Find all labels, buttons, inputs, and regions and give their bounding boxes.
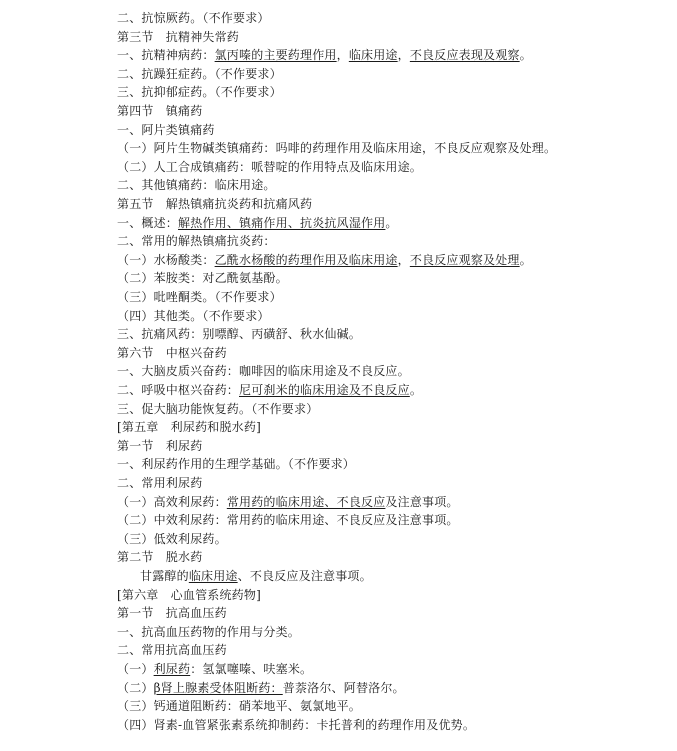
text-line: [117, 548, 202, 566]
line-text: （一）高效利尿药：: [117, 494, 227, 509]
line-text: 。: [385, 215, 398, 230]
text-line: [117, 493, 459, 511]
line-text: 。: [409, 383, 423, 397]
line-text: （一）阿片生物碱类镇痛药：吗啡的药理作用及临床用途，不良反应观察及处理。: [117, 141, 557, 156]
line-text: ，: [397, 252, 410, 267]
line-text: 一、概述：: [117, 215, 179, 230]
text-line: [117, 83, 282, 101]
text-line: [117, 195, 312, 213]
line-text: ，: [336, 48, 349, 63]
text-line: [117, 437, 202, 455]
text-line: [117, 530, 227, 548]
line-text: 三、抗痛风药：别嘌醇、丙磺舒、秋水仙碱。: [117, 327, 362, 342]
text-line: [117, 400, 318, 418]
line-text: 一、抗高血压药物的作用与分类。: [117, 624, 301, 639]
line-text: 第一节 抗高血压药: [117, 606, 227, 621]
line-text: （二）: [117, 680, 154, 695]
line-text: 三、抗抑郁症药。（不作要求）: [117, 85, 282, 100]
line-text: （四）其他类。（不作要求）: [117, 308, 270, 323]
text-line: [117, 381, 422, 399]
line-text: 。: [519, 48, 532, 63]
text-line: [117, 474, 202, 492]
line-text: （二）苯胺类：对乙酰氨基酚。: [117, 271, 288, 286]
text-line: [117, 344, 227, 362]
line-text: [第六章 心血管系统药物]: [117, 587, 261, 602]
text-line: [117, 511, 459, 529]
line-text: 二、其他镇痛药：临床用途。: [117, 178, 276, 193]
text-line: [117, 176, 276, 194]
text-line: [117, 139, 556, 157]
line-text: （四）肾素-血管紧张素系统抑制药：卡托普利的药理作用及优势。: [117, 717, 476, 732]
line-text: 第一节 利尿药: [117, 438, 203, 453]
underlined-text: 不良反应表现及观察: [409, 48, 520, 63]
line-text: 二、常用利尿药: [117, 476, 203, 490]
line-text: （三）低效利尿药。: [117, 531, 227, 546]
text-line: [117, 362, 410, 380]
line-text: 二、呼吸中枢兴奋药：: [117, 383, 240, 397]
underlined-text: 临床用途: [188, 569, 238, 583]
underlined-text: 乙酰水杨酸的药理作用及临床用途: [214, 252, 398, 267]
text-line: [117, 307, 270, 325]
line-text: 一、抗精神病药：: [117, 48, 215, 63]
underlined-text: 氯丙嗪的主要药理作用: [214, 48, 337, 63]
line-text: 普萘洛尔、阿替洛尔。: [282, 680, 405, 695]
line-text: 二、常用抗高血压药: [117, 643, 227, 658]
text-line: [117, 660, 312, 678]
text-line: [117, 325, 361, 343]
underlined-text: 利尿药: [153, 662, 191, 676]
text-line: [117, 288, 282, 306]
line-text: 及注意事项。: [385, 494, 459, 509]
line-text: ：氢氯噻嗪、呋塞米。: [190, 662, 313, 676]
line-text: 第六节 中枢兴奋药: [117, 345, 227, 360]
line-text: 第三节 抗精神失常药: [117, 29, 240, 44]
text-line: [117, 418, 261, 436]
underlined-text: 临床用途: [348, 48, 398, 63]
text-line: [117, 604, 227, 622]
line-text: （二）人工合成镇痛药：哌替啶的作用特点及临床用途。: [117, 159, 423, 174]
text-line: [117, 586, 261, 604]
text-line: [117, 65, 282, 83]
line-text: 一、利尿药作用的生理学基础。（不作要求）: [117, 457, 356, 472]
line-text: 、不良反应及注意事项。: [237, 569, 372, 583]
line-text: 二、抗躁狂症药。（不作要求）: [117, 66, 282, 81]
underlined-text: 尼可刹米的临床用途及不良反应: [239, 383, 410, 397]
underlined-text: 不良反应观察及处理: [409, 252, 520, 267]
line-text: （一）: [117, 662, 154, 676]
text-line: [117, 28, 239, 46]
line-text: 二、抗惊厥药。（不作要求）: [117, 11, 270, 25]
line-text: [第五章 利尿药和脱水药]: [117, 420, 261, 435]
underlined-text: 解热作用、镇痛作用、抗炎抗风湿作用: [178, 215, 386, 230]
text-line: [117, 9, 270, 27]
text-line: [117, 455, 355, 473]
text-line: [117, 251, 532, 269]
text-line: [117, 158, 422, 176]
text-line: [117, 641, 227, 659]
line-text: （三）吡唑酮类。（不作要求）: [117, 290, 282, 304]
line-text: 第二节 脱水药: [117, 550, 203, 565]
underlined-text: 常用药的临床用途、不良反应: [226, 494, 386, 509]
text-line: [117, 623, 300, 641]
text-line: [117, 232, 276, 250]
line-text: 三、促大脑功能恢复药。（不作要求）: [117, 401, 319, 416]
line-text: 一、阿片类镇痛药: [117, 122, 215, 137]
line-text: 二、常用的解热镇痛抗炎药：: [117, 234, 276, 249]
line-text: ，: [397, 48, 410, 63]
text-line: [140, 567, 372, 585]
text-line: [117, 121, 215, 139]
line-text: 甘露醇的: [140, 569, 189, 583]
text-line: [117, 46, 532, 64]
line-text: 第四节 镇痛药: [117, 104, 203, 118]
text-line: [117, 716, 475, 734]
text-line: [117, 102, 202, 120]
line-text: （二）中效利尿药：常用药的临床用途、不良反应及注意事项。: [117, 513, 459, 528]
line-text: （三）钙通道阻断药：硝苯地平、氨氯地平。: [117, 699, 362, 714]
text-line: [117, 214, 398, 232]
text-line: [117, 697, 361, 715]
text-line: [117, 269, 288, 287]
line-text: 。: [519, 252, 532, 267]
line-text: 一、大脑皮质兴奋药：咖啡因的临床用途及不良反应。: [117, 364, 410, 379]
underlined-text: β肾上腺素受体阻断药：: [153, 680, 283, 695]
line-text: （一）水杨酸类：: [117, 252, 215, 267]
text-line: [117, 679, 405, 697]
line-text: 第五节 解热镇痛抗炎药和抗痛风药: [117, 197, 313, 211]
